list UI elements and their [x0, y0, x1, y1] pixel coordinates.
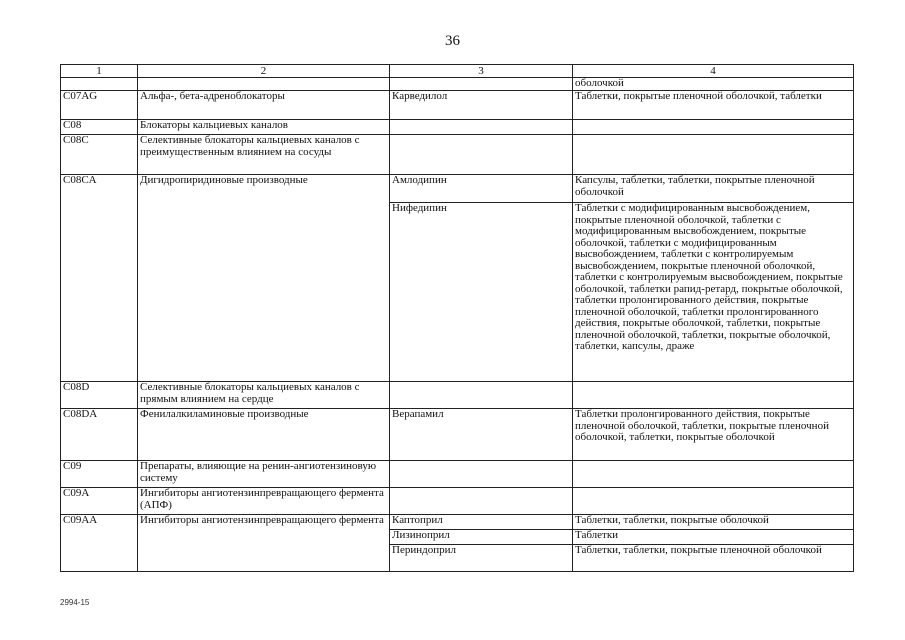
- atc-code-cell: C09: [61, 461, 138, 488]
- atc-code-cell: C08C: [61, 135, 138, 175]
- dosage-form-cell: Таблетки пролонгированного действия, покрытые пленочной оболочкой, таблетки, покрытые пленочной оболочкой, таблетки, покрытые оболочкой: [573, 409, 854, 461]
- group-name-cell: [138, 78, 390, 91]
- table-row: [61, 461, 854, 488]
- drug-name-cell: Амлодипин: [390, 175, 573, 203]
- group-name-cell: Блокаторы кальциевых каналов: [138, 120, 390, 135]
- atc-code-cell: C08D: [61, 382, 138, 409]
- drug-name-cell: [390, 461, 573, 488]
- dosage-form-cell: Таблетки, таблетки, покрытые пленочной оболочкой: [573, 545, 854, 572]
- table-row: [61, 382, 854, 409]
- dosage-form-cell: [573, 135, 854, 175]
- dosage-form-cell: Таблетки, покрытые пленочной оболочкой, таблетки: [573, 91, 854, 120]
- column-header: 2: [138, 65, 390, 78]
- dosage-form-cell: Таблетки с модифицированным высвобождением, покрытые пленочной оболочкой, таблетки с модифицированным высвобождением, покрытые оболочкой, таблетки с модифицированным высвобождением, таблетки с контролируемым высвобождением, покрытые пленочной оболочкой, таблетки с контролируемым высвобождением, покрытые оболочкой, таблетки рапид-ретард, покрытые оболочкой, таблетки пролонгированного действия, покрытые пленочной оболочкой, таблетки пролонгированного действия, покрытые оболочкой, таблетки, покрытые пленочной оболочкой, таблетки, покрытые оболочкой, таблетки, капсулы, драже: [573, 203, 854, 382]
- drug-table: [60, 64, 854, 572]
- drug-name-cell: Карведилол: [390, 91, 573, 120]
- table-header-row: [61, 65, 854, 78]
- table-row: [61, 135, 854, 175]
- atc-code-cell: C08DA: [61, 409, 138, 461]
- table-row: [61, 488, 854, 515]
- drug-name-cell: [390, 135, 573, 175]
- drug-name-cell: [390, 488, 573, 515]
- group-name-cell: Дигидропиридиновые производные: [138, 175, 390, 382]
- column-header: 3: [390, 65, 573, 78]
- group-name-cell: Препараты, влияющие на ренин-ангиотензиновую систему: [138, 461, 390, 488]
- atc-code-cell: C07AG: [61, 91, 138, 120]
- drug-name-cell: [390, 78, 573, 91]
- group-name-cell: Селективные блокаторы кальциевых каналов с прямым влиянием на сердце: [138, 382, 390, 409]
- drug-name-cell: Верапамил: [390, 409, 573, 461]
- dosage-form-cell: [573, 120, 854, 135]
- column-header: 4: [573, 65, 854, 78]
- drug-name-cell: Лизиноприл: [390, 530, 573, 545]
- table-row: [61, 120, 854, 135]
- atc-code-cell: C08CA: [61, 175, 138, 382]
- atc-code-cell: C09A: [61, 488, 138, 515]
- table-row: [61, 409, 854, 461]
- group-name-cell: Ингибиторы ангиотензинпревращающего фермента (АПФ): [138, 488, 390, 515]
- atc-code-cell: C09AA: [61, 515, 138, 572]
- drug-name-cell: [390, 120, 573, 135]
- drug-name-cell: [390, 382, 573, 409]
- dosage-form-cell: Таблетки, таблетки, покрытые оболочкой: [573, 515, 854, 530]
- table-row: [61, 78, 854, 91]
- atc-code-cell: C08: [61, 120, 138, 135]
- group-name-cell: Альфа-, бета-адреноблокаторы: [138, 91, 390, 120]
- table-row: [61, 515, 854, 530]
- dosage-form-cell: [573, 488, 854, 515]
- dosage-form-cell: [573, 382, 854, 409]
- page-number: 36: [445, 33, 460, 49]
- atc-code-cell: [61, 78, 138, 91]
- drug-name-cell: Каптоприл: [390, 515, 573, 530]
- dosage-form-cell: Капсулы, таблетки, таблетки, покрытые пленочной оболочкой: [573, 175, 854, 203]
- group-name-cell: Фенилалкиламиновые производные: [138, 409, 390, 461]
- group-name-cell: Селективные блокаторы кальциевых каналов с преимущественным влиянием на сосуды: [138, 135, 390, 175]
- drug-name-cell: Периндоприл: [390, 545, 573, 572]
- dosage-form-cell: оболочкой: [573, 78, 854, 91]
- dosage-form-cell: Таблетки: [573, 530, 854, 545]
- dosage-form-cell: [573, 461, 854, 488]
- column-header: 1: [61, 65, 138, 78]
- drug-name-cell: Нифедипин: [390, 203, 573, 382]
- table-row: [61, 91, 854, 120]
- group-name-cell: Ингибиторы ангиотензинпревращающего фермента: [138, 515, 390, 572]
- document-code: 2994-15: [60, 598, 90, 607]
- table-row: [61, 175, 854, 203]
